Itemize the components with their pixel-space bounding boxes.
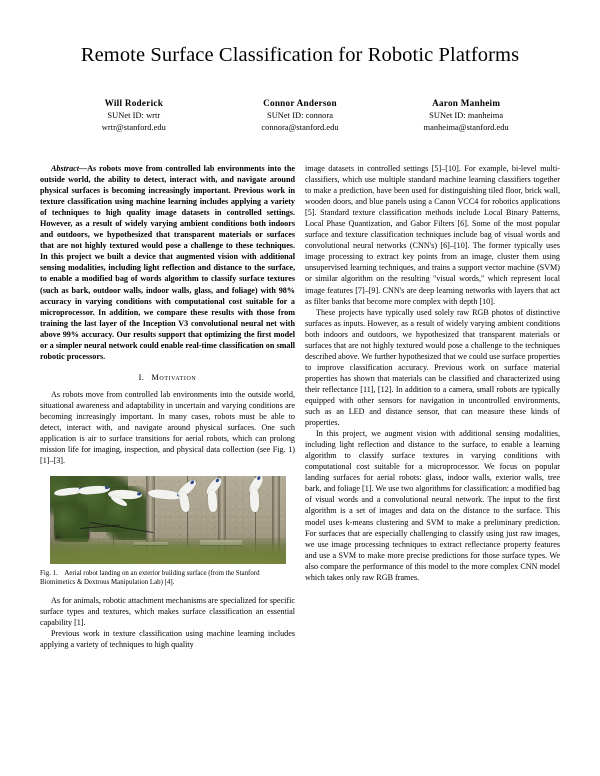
left-column xyxy=(40,163,295,650)
figure-label: Fig. 1. xyxy=(40,570,58,578)
right-column xyxy=(305,163,560,650)
section-number: I. xyxy=(138,372,145,382)
figure-spacer xyxy=(40,588,295,595)
author-sunet-id: SUNet ID: manheima xyxy=(429,110,504,120)
author-entry xyxy=(52,97,216,135)
paragraph-motivation-2: As for animals, robotic attachment mechanisms are specialized for specific surface types and textures, which makes surface classification an essential capability [1]. xyxy=(40,596,295,628)
figure-caption-text: Aerial robot landing on an exterior building surface (from the Stanford Biomimetics & Dextrous Manipulation Lab) [4]. xyxy=(40,570,260,587)
author-email: manheima@stanford.edu xyxy=(423,123,509,133)
title-block xyxy=(0,0,600,67)
paragraph-related-work-2: These projects have typically used solely raw RGB photos of distinctive surfaces as inputs. However, as a result of widely varying ambient conditions both indoors and outdoors, we hypothesized that transparent materials or surfaces that are not highly textured would pose a challenge to the techniques described above. We further hypothesized that we could use surface properties to improve classification accuracy. Previous work on surface material properties has shown that materials can be classified and characterized using their reflectance [11], [12]. In addition to a camera, small robots are typically equipped with other sensors for navigation in uncontrolled environments, such as an LED and distance sensor, that can measure these kinds of properties. xyxy=(305,307,560,428)
glider-nose xyxy=(215,478,220,483)
abstract-text: As robots move from controlled lab environments into the outside world, the ability to detect, interact with, and navigate around physical surfaces is becoming increasingly important. Previous work in texture classification using machine learning includes applying a variety of techniques to high quality image datasets in controlled settings. However, as a result of widely varying ambient conditions both indoors and outdoors, we hypothesized that transparent materials or surfaces that are not highly textured would pose a challenge to these techniques. In this project we built a device that augmented vision with additional sensing modalities, including light reflection and distance to the surface, to enable a modified bag of words algorithm to classify surface textures (such as bark, outdoor walls, indoor walls, glass, and foliage) with 98% accuracy in varying conditions with computational cost suitable for a microprocessor. In addition, we compare these results with those from training the last layer of the Inception V3 convolutional neural net with above 99% accuracy. Our results support that optimizing the first model or a simpler neural network could enable real-time classification on small robotic processors. xyxy=(40,164,295,361)
page-title: Remote Surface Classification for Robotic Platforms xyxy=(80,44,520,66)
glider-exposure xyxy=(249,488,259,512)
glider-nose xyxy=(189,480,194,485)
paragraph-motivation-3: Previous work in texture classification using machine learning includes applying a variety of techniques to high quality xyxy=(40,629,295,650)
abstract-label: Abstract xyxy=(51,164,79,173)
abstract-dash: — xyxy=(79,164,88,173)
glider-nose xyxy=(104,486,108,489)
body-columns xyxy=(0,163,600,650)
author-name: Connor Anderson xyxy=(263,97,337,108)
paragraph-related-work-1: image datasets in controlled settings [5]–[10]. For example, bi-level multi-classifiers, which use multiple standard machine learning classifiers together to make a prediction, have been used for distinguishing tiled floor, brick wall, wooden doors, and blue panels using a Canon VCC4 for robotics applications [5]. Standard texture classification methods include Local Binary Patterns, Local Phase Quantization, and Gabor Filters [6]. Some of the most popular surface and texture classification techniques include bag of visual words and convolutional neural networks (CNN's) [6]–[10]. The former typically uses image processing to extract key points from an image, cluster them using unsupervised learning techniques, and trains a support vector machine (SVM) or similar algorithm on the resulting "visual words," which represent local image features [7]–[9]. CNN's are deep learning networks with layers that act as filter banks that become more complex with depth [10]. xyxy=(305,164,560,306)
section-heading-motivation xyxy=(40,373,295,382)
section-name: Motivation xyxy=(151,372,197,382)
grass-blades xyxy=(50,534,286,564)
author-sunet-id: SUNet ID: wrtr xyxy=(107,110,161,120)
author-name: Aaron Manheim xyxy=(432,97,501,108)
figure-image xyxy=(50,476,286,564)
paragraph-motivation-1: As robots move from controlled lab environments into the outside world, situational awareness and adaptability in uncertain and varying conditions are becoming increasingly important. In many cases, robots must be able to detect, interact with, and navigate around physical surfaces. One such application is air to surface transitions for aerial robots, which can prolong mission life for imaging, inspection, and physical data collection (see Fig. 1) [1]–[3]. xyxy=(40,389,295,466)
author-sunet-id: SUNet ID: connora xyxy=(267,110,333,120)
author-name: Will Roderick xyxy=(104,97,164,108)
author-email: wrtr@stanford.edu xyxy=(101,123,166,133)
author-email: connora@stanford.edu xyxy=(261,123,339,133)
author-entry xyxy=(384,97,548,135)
paragraph-related-work-3: In this project, we augment vision with additional sensing modalities, including light reflection and distance to the surface, to enable a learning algorithm to classify surface textures in varying conditions with computational cost suitable for a microprocessor. We focus on popular landing surfaces for aerial robots: glass, indoor walls, exterior walls, tree bark, and foliage [1]. We use two algorithms for classification: a modified bag of visual words and a convolutional neural network. The input to the first algorithm is a set of images and data on the distance to the surface. This model uses k-means clustering and SVM to make a preliminary prediction. For surfaces that are especially challenging to classify using just raw images, we use image processing techniques to extract reflectance property features and use a SVM to make more precise predictions for those surface types. We also compare the performance of this model to the more complex CNN model which takes only raw RGB frames. xyxy=(305,429,560,582)
glider-nose xyxy=(136,493,140,496)
author-entry xyxy=(218,97,382,135)
figure-1 xyxy=(40,476,295,588)
author-list xyxy=(0,67,600,135)
abstract-paragraph xyxy=(40,163,295,362)
glider-nose xyxy=(256,476,261,481)
figure-caption xyxy=(40,570,295,588)
